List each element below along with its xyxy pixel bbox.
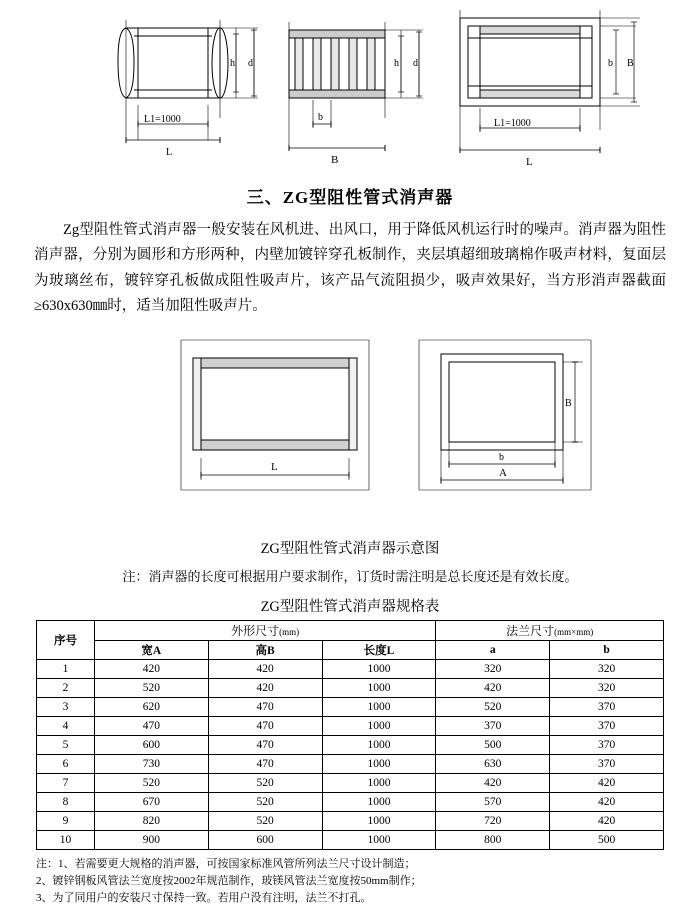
cell-B: 470 (208, 754, 322, 773)
cell-L: 1000 (322, 773, 436, 792)
cell-a: 500 (436, 735, 550, 754)
label-b: b (318, 112, 323, 123)
label-L: L (271, 460, 278, 473)
cell-B: 420 (208, 659, 322, 678)
header-flange-unit: (mm×mm) (554, 626, 594, 637)
cell-no: 3 (37, 697, 95, 716)
cell-B: 520 (208, 811, 322, 830)
cell-A: 520 (94, 773, 208, 792)
cell-B: 420 (208, 678, 322, 697)
figure-rect-silencer (450, 0, 640, 172)
header-flange-label: 法兰尺寸 (506, 623, 555, 638)
cell-a: 800 (436, 830, 550, 849)
cell-a: 520 (436, 697, 550, 716)
footnotes (36, 856, 664, 907)
cell-B: 520 (208, 792, 322, 811)
cell-b: 370 (550, 735, 664, 754)
cell-A: 520 (94, 678, 208, 697)
cell-a: 720 (436, 811, 550, 830)
table-body (37, 659, 664, 849)
cell-A: 820 (94, 811, 208, 830)
label-B: B (565, 397, 572, 409)
cell-no: 5 (37, 735, 95, 754)
section-title: 三、ZG型阻性管式消声器 (246, 188, 454, 207)
label-b: b (499, 451, 504, 463)
section-body: Zg型阻性管式消声器一般安装在风机进、出风口，用于降低风机运行时的噪声。消声器为阻性消声器，分别为圆形和方形两种，内壁加镀锌穿孔板制作，夹层填超细玻璃棉作吸声材料，复面层为玻璃丝布，镀锌穿孔板做成阻性吸声片，该产品气流阻损少，吸声效果好，当方形消声器截面≥630x630㎜时，适当加阻性吸声片。 (34, 222, 666, 315)
header-height: 高B (208, 640, 322, 659)
label-L: L (166, 147, 173, 158)
cell-no: 7 (37, 773, 95, 792)
label-d: d (413, 58, 418, 69)
label-L: L (526, 156, 533, 168)
figure-caption: ZG型阻性管式消声器示意图 (260, 540, 440, 557)
cell-b: 420 (550, 811, 664, 830)
cell-b: 320 (550, 678, 664, 697)
cell-a: 320 (436, 659, 550, 678)
cell-B: 470 (208, 697, 322, 716)
label-B: B (627, 58, 634, 69)
cell-b: 320 (550, 659, 664, 678)
figure-splitter-silencer (275, 0, 435, 172)
cell-no: 4 (37, 716, 95, 735)
cell-B: 470 (208, 735, 322, 754)
cell-a: 420 (436, 773, 550, 792)
cell-B: 520 (208, 773, 322, 792)
figure-longitudinal-section (175, 330, 375, 520)
header-outer-unit: (mm) (279, 626, 300, 637)
footnote-1: 注：1、若需要更大规格的消声器，可按国家标准风管所列法兰尺寸设计制造； (36, 857, 416, 870)
header-length: 长度L (322, 640, 436, 659)
cell-no: 9 (37, 811, 95, 830)
label-d: d (248, 58, 253, 69)
label-h: h (394, 58, 399, 69)
header-a: a (436, 640, 550, 659)
header-index: 序号 (37, 620, 95, 659)
cell-no: 10 (37, 830, 95, 849)
cell-b: 420 (550, 773, 664, 792)
cell-b: 370 (550, 716, 664, 735)
cell-L: 1000 (322, 716, 436, 735)
cell-b: 500 (550, 830, 664, 849)
cell-B: 600 (208, 830, 322, 849)
cell-L: 1000 (322, 678, 436, 697)
label-B: B (331, 154, 339, 166)
cell-A: 620 (94, 697, 208, 716)
figure-cross-section (415, 330, 595, 520)
table-row (37, 792, 664, 811)
cell-no: 1 (37, 659, 95, 678)
table-header-row-1 (37, 620, 664, 640)
cell-L: 1000 (322, 697, 436, 716)
cell-no: 2 (37, 678, 95, 697)
table-row (37, 659, 664, 678)
table-row (37, 773, 664, 792)
cell-no: 8 (37, 792, 95, 811)
table-row (37, 735, 664, 754)
table-row (37, 830, 664, 849)
cell-B: 470 (208, 716, 322, 735)
cell-L: 1000 (322, 659, 436, 678)
cell-L: 1000 (322, 811, 436, 830)
label-L1: L1=1000 (144, 114, 181, 125)
label-h: h (230, 58, 235, 69)
cell-a: 370 (436, 716, 550, 735)
table-row (37, 811, 664, 830)
figure-round-silencer (108, 0, 268, 172)
cell-a: 420 (436, 678, 550, 697)
label-A: A (499, 466, 507, 479)
cell-L: 1000 (322, 830, 436, 849)
cell-b: 370 (550, 754, 664, 773)
label-b: b (608, 58, 613, 69)
cell-b: 370 (550, 697, 664, 716)
cell-A: 420 (94, 659, 208, 678)
header-outer-label: 外形尺寸 (231, 623, 280, 638)
table-row (37, 697, 664, 716)
cell-a: 630 (436, 754, 550, 773)
cell-A: 900 (94, 830, 208, 849)
cell-L: 1000 (322, 735, 436, 754)
table-title: ZG型阻性管式消声器规格表 (260, 598, 440, 615)
label-L1: L1=1000 (494, 118, 531, 129)
table-row (37, 678, 664, 697)
table-header-row-2 (37, 640, 664, 659)
middle-figures (0, 330, 700, 535)
cell-b: 420 (550, 792, 664, 811)
cell-L: 1000 (322, 792, 436, 811)
header-b: b (550, 640, 664, 659)
cell-a: 570 (436, 792, 550, 811)
header-width: 宽A (94, 640, 208, 659)
header-outer-group (94, 620, 435, 640)
figure-note: 注：消声器的长度可根据用户要求制作，订货时需注明是总长度还是有效长度。 (122, 568, 578, 584)
cell-L: 1000 (322, 754, 436, 773)
footnote-2: 2、镀锌钢板风管法兰宽度按2002年规范制作，玻镁风管法兰宽度按50mm制作； (36, 874, 422, 887)
top-figures (0, 0, 700, 175)
table-row (37, 716, 664, 735)
header-flange-group (436, 620, 664, 640)
cell-A: 600 (94, 735, 208, 754)
cell-A: 730 (94, 754, 208, 773)
spec-table (36, 620, 664, 850)
cell-A: 670 (94, 792, 208, 811)
cell-A: 470 (94, 716, 208, 735)
cell-no: 6 (37, 754, 95, 773)
table-row (37, 754, 664, 773)
footnote-3: 3、为了同用户的安装尺寸保持一致。若用户没有注明，法兰不打孔。 (36, 891, 372, 904)
